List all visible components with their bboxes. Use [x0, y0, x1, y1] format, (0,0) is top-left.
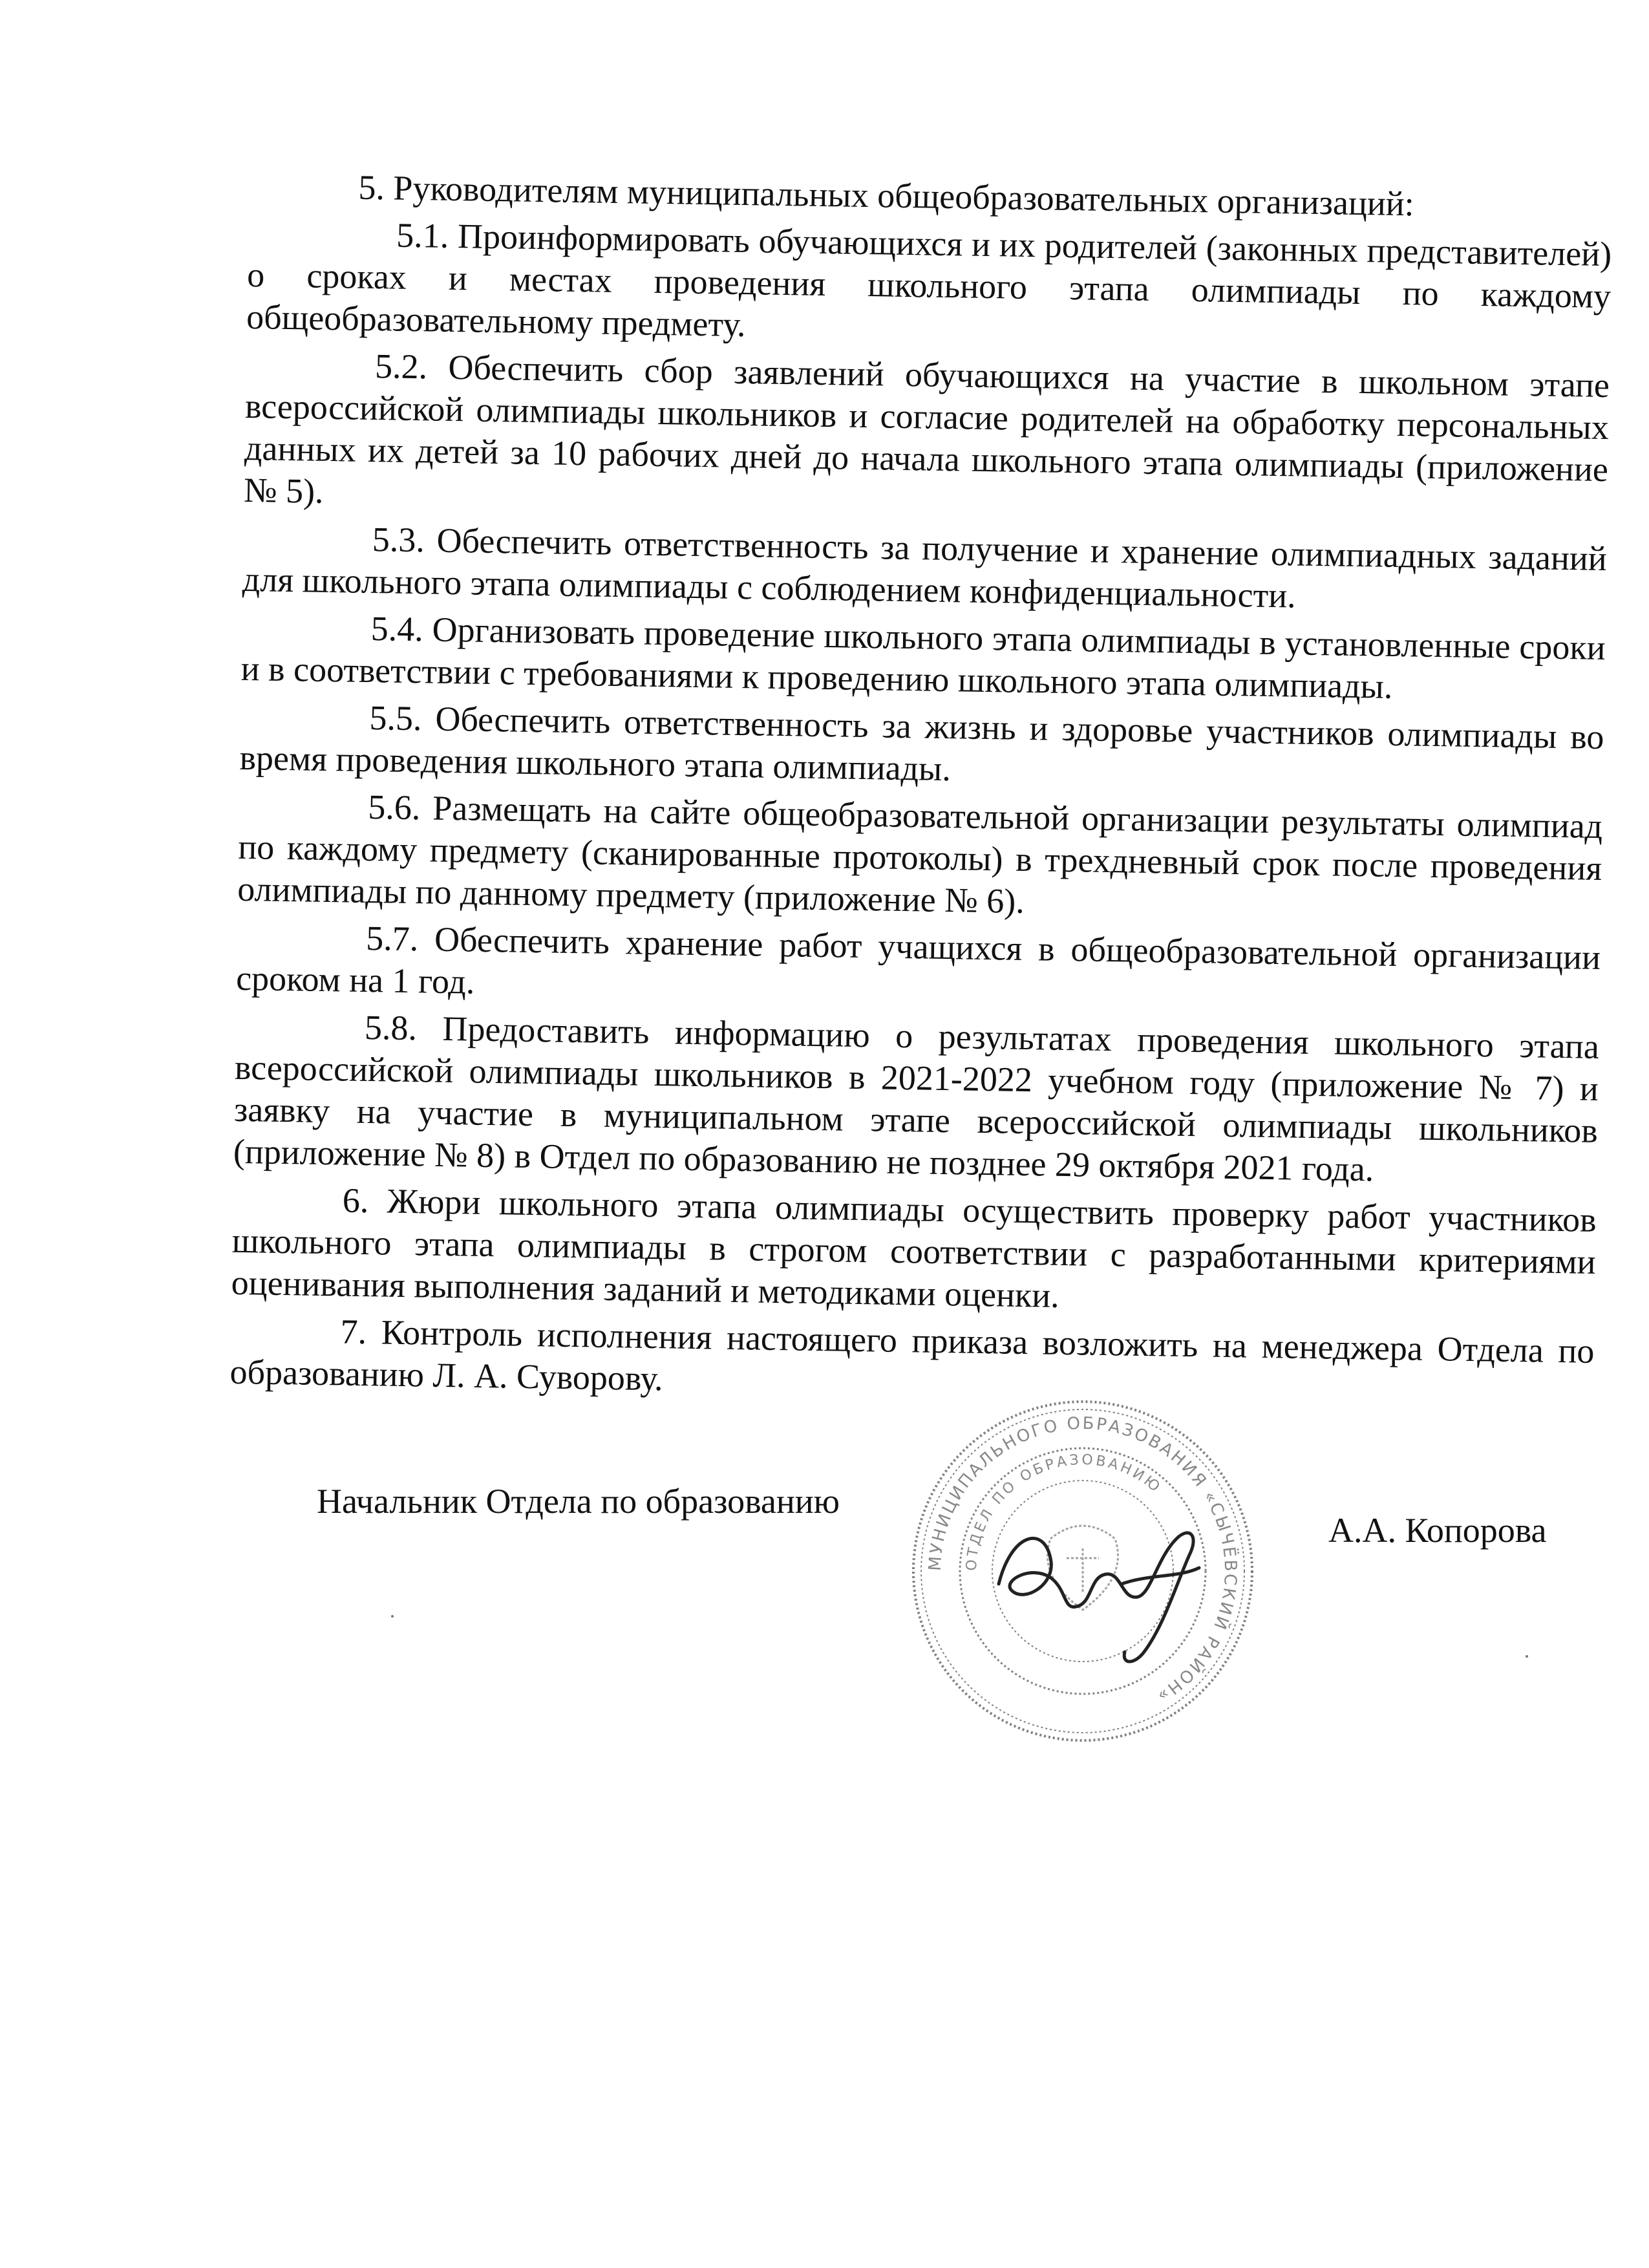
svg-text:МУНИЦИПАЛЬНОГО ОБРАЗОВАНИЯ «СЫ [926, 1414, 1241, 1707]
svg-text:ОТДЕЛ ПО ОБРАЗОВАНИЮ [964, 1452, 1165, 1572]
signatory-name: А.А. Копорова [1328, 1511, 1547, 1550]
order-body [229, 165, 1613, 1420]
paragraph-5-4: 5.4. Организовать проведение школьного этапа олимпиады в установленные сроки и в соответствии с требованиями к проведению школьного этапа олимпиады. [240, 609, 1606, 706]
stamp-emblem [1048, 1526, 1118, 1610]
signatory-position: Начальник Отдела по образованию [317, 1482, 840, 1521]
paragraph-5-8: 5.8. Предоставить информацию о результатах проведения школьного этапа всероссийской олимпиады школьников в 2021-2022 учебном году (приложение № 7) и заявку на участие в муниципальном этапе всероссийской олимпиады школьников (приложение № 8) в Отдел по образованию не позднее 29 октября 2021 года. [233, 1007, 1600, 1189]
handwritten-signature [999, 1533, 1199, 1662]
stamp-inner-text: ОТДЕЛ ПО ОБРАЗОВАНИЮ [963, 1451, 1165, 1572]
stamp-outer-text: МУНИЦИПАЛЬНОГО ОБРАЗОВАНИЯ «СЫЧЁВСКИЙ РАЙОН» [925, 1413, 1240, 1707]
paragraph-5-6: 5.6. Размещать на сайте общеобразовательной организации результаты олимпиад по каждому предмету (сканированные протоколы) в трехдневный срок после проведения олимпиады по данному предмету (приложение № 6). [237, 787, 1603, 921]
paragraph-5-1: 5.1. Проинформировать обучающихся и их родителей (законных представителей) о сроках и местах проведения школьного этапа олимпиады по каждому общеобразовательному предмету. [246, 215, 1612, 345]
scan-speck [1526, 1655, 1528, 1658]
paragraph-5: 5. Руководителям муниципальных общеобразовательных организаций: [358, 167, 1415, 224]
paragraph-5-3: 5.3. Обеспечить ответственность за получение и хранение олимпиадных заданий для школьного этапа олимпиады с соблюдением конфиденциальности. [242, 520, 1608, 615]
paragraph-5-7: 5.7. Обеспечить хранение работ учащихся в общеобразовательной организации сроком на 1 год. [235, 918, 1601, 1001]
paragraph-6: 6. Жюри школьного этапа олимпиады осуществить проверку работ участников школьного этапа олимпиады в строгом соответствии с разработанными критериями оценивания выполнения заданий и методиками оценки. [231, 1181, 1597, 1315]
paragraph-5-2: 5.2. Обеспечить сбор заявлений обучающихся на участие в школьном этапе всероссийской олимпиады школьников и согласие родителей на обработку персональных данных их детей за 10 рабочих дней до начала школьного этапа олимпиады (приложение № 5). [243, 347, 1610, 511]
paragraph-7: 7. Контроль исполнения настоящего приказа возложить на менеджера Отдела по образованию Л. А. Суворову. [229, 1312, 1595, 1398]
official-stamp [902, 1390, 1264, 1752]
paragraph-5-5: 5.5. Обеспечить ответственность за жизнь и здоровье участников олимпиады во время проведения школьного этапа олимпиады. [239, 698, 1604, 789]
scan-speck [391, 1615, 394, 1618]
